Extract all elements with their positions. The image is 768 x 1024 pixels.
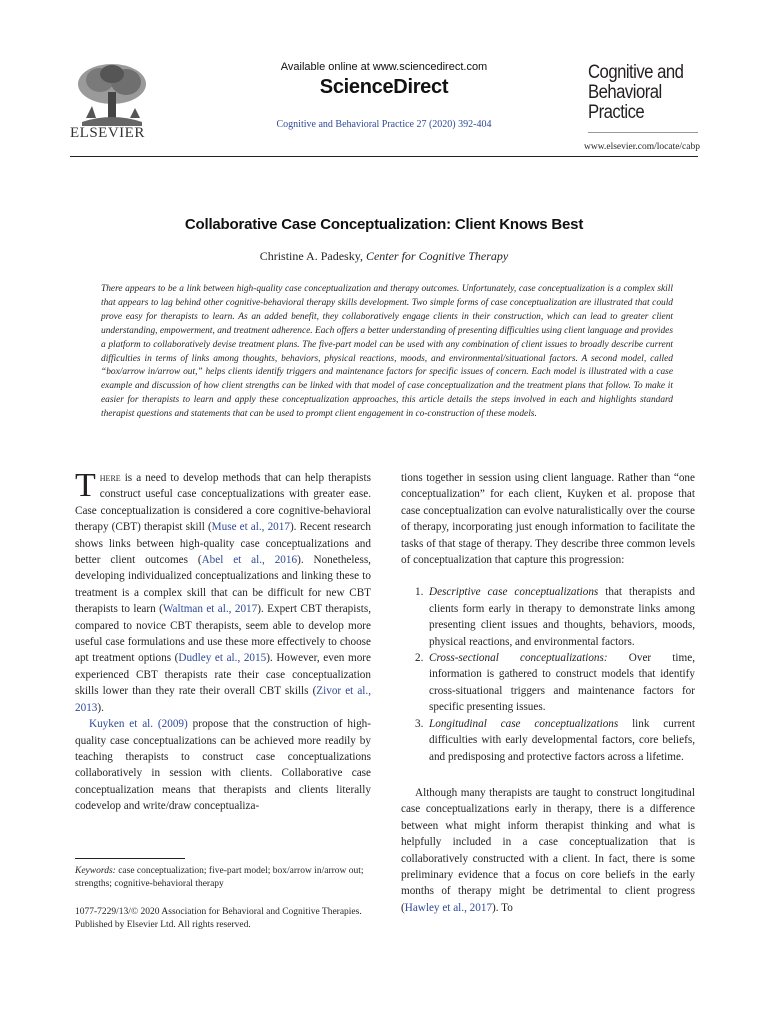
body-paragraph [75,467,371,716]
body-paragraph [401,785,695,916]
level-name: Longitudinal case conceptualizations [429,717,619,730]
small-caps-lead: here [99,472,121,484]
citation-link[interactable]: Dudley et al., 2015 [178,652,267,665]
publisher-name: ELSEVIER [70,125,145,141]
body-text: ). Expert CBT therapists, compared to novice CBT therapists, seem able to develop more useful case formulations and use these more effectively to choose apt treatment options ( [75,603,371,665]
body-text: ). [97,701,104,714]
body-paragraph [75,716,371,814]
body-text: ). Recent research shows links between high-quality case conceptualizations and better client outcomes ( [75,521,371,567]
list-number: 3. [415,717,424,730]
header-divider [70,156,698,157]
list-item [401,650,695,716]
copyright-notice: 1077-7229/13/© 2020 Association for Behavioral and Cognitive Therapies. Published by Elsevier Ltd. All rights reserved. [75,907,362,930]
author-affiliation: Center for Cognitive Therapy [365,249,509,263]
body-text: Although many therapists are taught to construct longitudinal case conceptualizations early in therapy, there is a difference between what might inform therapist thinking and what is helpfully included in a case conceptualization that is collaboratively constructed with a client. In fact, there is some preliminary evidence that a focus on core beliefs in the early months of therapy might be detrimental to client progress ( [401,786,695,914]
level-name: Descriptive case conceptualizations [429,586,599,599]
conceptualization-levels-list [401,584,695,764]
body-paragraph-continued: tions together in session using client language. Rather than “one conceptualization” for each client, Kuyken et al. propose that case conceptualization can evolve naturalistically over the course of therapy, incorporating just enough information to facilitate the tasks of that stage of therapy. They describe three common levels of conceptualization that capture this progression: [401,472,695,567]
footnote-rule [75,858,185,859]
journal-name-line: Practice [588,102,645,123]
list-number: 1. [415,586,424,599]
keywords-list: case conceptualization; five-part model; box/arrow in/arrow out; strengths; cognitive-behavioral therapy [75,866,364,889]
level-text: Over time, information is gathered to construct models that identify cross-situational triggers and maintenance factors for specific presenting issues. [429,652,695,714]
body-text: propose that the construction of high-quality case conceptualizations can be achieved more readily by teaching therapists to construct case conceptualizations collaboratively in session with clients. Collaborative case conceptualization means that therapists and clients literally codevelop and write/draw conceptualiza- [75,718,371,813]
body-text: ). However, even more experienced CBT therapists rate their case conceptualization skills lower than they rate their overall CBT skills ( [75,652,371,698]
journal-logo-rule [588,132,698,133]
list-item [401,716,695,765]
level-text: that therapists and clients form early in therapy to demonstrate links among presenting client issues and thoughts, behaviors, moods, physical reactions, and environmental factors. [429,586,695,648]
citation-link[interactable]: Abel et al., 2016 [201,554,298,567]
body-text: ). Nonetheless, developing individualized conceptualizations and linking these to treatment is a complex skill that can be difficult for new CBT therapists to learn ( [75,554,371,616]
level-name: Cross-sectional conceptualizations: [429,652,608,665]
available-online-text: Available online at www.sciencedirect.com [280,61,488,73]
journal-name-line: Cognitive and [588,62,684,83]
body-column-left [75,467,371,815]
sciencedirect-wordmark[interactable]: ScienceDirect [319,76,449,98]
drop-cap: T [75,467,96,504]
body-text: is a need to develop methods that can help therapists construct useful case conceptualizations with greater ease. Case conceptualization is considered a core cognitive-behavioral therapy (CBT) therapist skill ( [75,472,371,534]
body-column-right [401,470,695,916]
journal-url-link[interactable]: www.elsevier.com/locate/cabp [584,142,700,152]
journal-citation-link[interactable]: Cognitive and Behavioral Practice 27 (2020) 392-404 [276,119,492,130]
list-item [401,584,695,650]
keywords [75,865,371,891]
citation-link[interactable]: Zivor et al., 2013 [75,685,371,714]
citation-link[interactable]: Hawley et al., 2017 [404,901,493,914]
level-text: link current difficulties with early developmental factors, core beliefs, and predisposing and protective factors across a lifetime. [429,717,695,763]
citation-link[interactable]: Waltman et al., 2017 [162,603,258,616]
body-text: ). To [492,901,513,914]
citation-link[interactable]: Kuyken et al. (2009) [89,718,188,731]
journal-title-logo [588,63,685,123]
article-title: Collaborative Case Conceptualization: Client Knows Best [184,216,584,233]
keywords-label: Keywords: [75,866,116,876]
author-line [0,249,768,264]
citation-link[interactable]: Muse et al., 2017 [211,521,290,534]
journal-name-line: Behavioral [588,82,662,103]
abstract: There appears to be a link between high-quality case conceptualization and therapy outcomes. Unfortunately, case conceptualization is a complex skill that appears to lag behind other cognitive-behavioral therapy skills development. Two simple forms of case conceptualization are illustrated that could prove easy for therapists to learn. As an added benefit, they collaboratively engage clients in their construction, which can lead to greater client understanding, empowerment, and treatment adherence. Each offers a better understanding of presenting difficulties using client language and provides a platform to collaboratively devise treatment plans. The five-part model can be used with any combination of client issues to broadly describe current difficulties in terms of links among thoughts, behaviors, physical reactions, moods, and environmental/situational factors. A second model, called “box/arrow in/arrow out,” helps clients identify triggers and maintenance factors for specific issues of concern. Each model is illustrated with a case example and discussion of how client strengths can be linked with that model of case conceptualization and the treatment plans that follow. To make it easier for therapists to learn and apply these conceptualization approaches, this article details the steps involved in each and highlights standard therapist questions and statements that can be used to prompt client engagement in co-construction of these models. [101,284,673,420]
author-name: Christine A. Padesky, [259,249,363,263]
list-number: 2. [415,652,424,665]
